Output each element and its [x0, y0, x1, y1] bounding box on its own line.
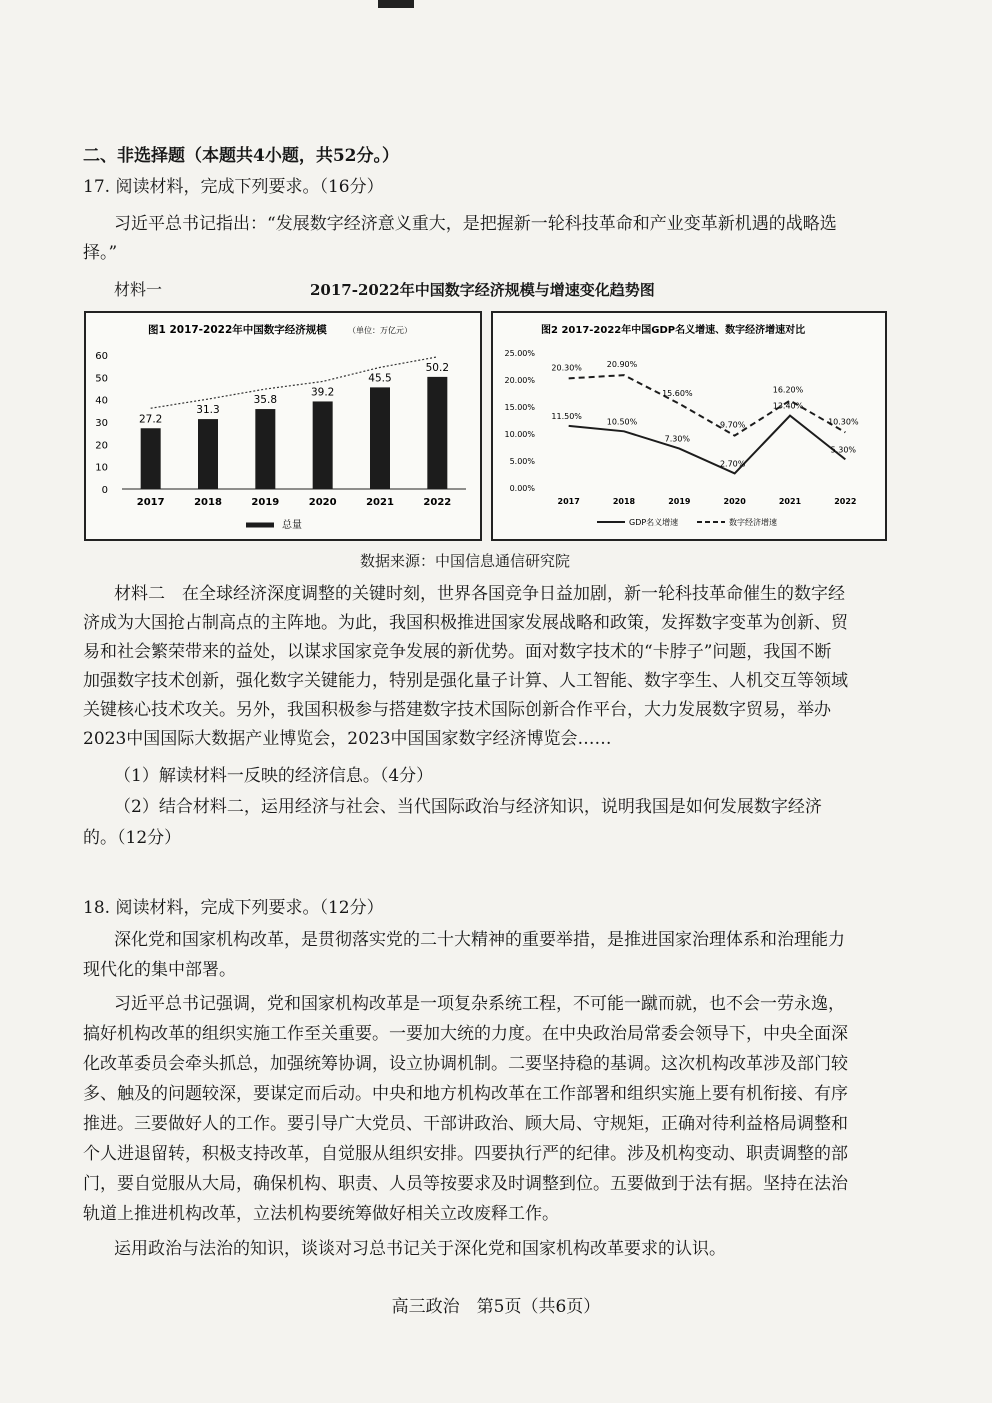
chart2-title: 图2 2017-2022年中国GDP名义增速、数字经济增速对比	[541, 325, 806, 336]
x-tick-label: 2019	[251, 497, 280, 508]
q18-line: 门，要自觉服从大局，确保机构、职责、人员等按要求及时调整到位。五要做到于法有据。坚持在法治	[83, 1174, 848, 1194]
q17-sub2-line2: 的。（12分）	[83, 828, 182, 848]
line-chart	[493, 313, 885, 539]
y-tick-label: 30	[95, 418, 108, 429]
y-tick-label: 40	[95, 395, 108, 407]
q18-line: 个人进退留转，积极支持改革，自觉服从组织安排。四要执行严的纪律。涉及机构变动、职责调整的部	[83, 1144, 848, 1164]
y-tick-label: 0.00%	[509, 484, 535, 493]
bar	[198, 419, 218, 489]
chart2-legend-digital: 数字经济增速	[729, 518, 777, 527]
data-label: 10.50%	[606, 417, 638, 427]
data-label: 16.20%	[772, 385, 804, 395]
bar-value-label: 35.8	[253, 394, 278, 407]
line-chart-panel	[491, 311, 887, 541]
chart2-legend-gdp: GDP名义增速	[629, 518, 679, 527]
material2-line: 关键核心技术攻关。另外，我国积极参与搭建数字技术国际创新合作平台，大力发展数字贸易，举办	[83, 700, 831, 720]
data-label: 15.60%	[662, 388, 693, 398]
bar	[427, 377, 447, 489]
x-tick-label: 2017	[136, 497, 165, 508]
x-tick-label: 2022	[423, 497, 452, 508]
y-tick-label: 10.00%	[504, 430, 535, 439]
q18-line: 搞好机构改革的组织实施工作至关重要。一要加大统的力度。在中央政治局常委会领导下，中央全面深	[83, 1024, 848, 1044]
y-tick-label: 10	[95, 462, 108, 474]
y-tick-label: 0	[101, 485, 108, 496]
bar-value-label: 31.3	[196, 404, 220, 417]
trend-line	[151, 357, 438, 408]
x-tick-label: 2021	[366, 497, 394, 508]
x-tick-label: 2022	[834, 497, 857, 506]
x-tick-label: 2019	[668, 497, 691, 506]
chart1-unit: （单位：万亿元）	[348, 326, 412, 335]
q17-title: 17. 阅读材料，完成下列要求。（16分）	[83, 177, 384, 197]
bar	[313, 401, 333, 489]
material2-line: 加强数字技术创新，强化数字关键能力，特别是强化量子计算、人工智能、数字孪生、人机交互等领域	[83, 671, 848, 691]
q18-line: 化改革委员会牵头抓总，加强统筹协调，设立协调机制。二要坚持稳的基调。这次机构改革涉及部门较	[83, 1054, 848, 1074]
data-source: 数据来源：中国信息通信研究院	[360, 552, 571, 570]
y-tick-label: 60	[95, 351, 108, 362]
q18-line: 轨道上推进机构改革，立法机构要统筹做好相关立改废释工作。	[83, 1204, 559, 1224]
bar-value-label: 50.2	[425, 361, 450, 374]
q17-sub1: （1）解读材料一反映的经济信息。（4分）	[114, 766, 434, 786]
q18-line: 现代化的集中部署。	[83, 960, 236, 980]
data-label: 9.70%	[719, 420, 746, 430]
x-tick-label: 2018	[194, 497, 222, 508]
data-label: 20.90%	[606, 360, 638, 370]
data-label: 11.50%	[551, 411, 582, 421]
y-tick-label: 25.00%	[504, 349, 535, 358]
material2-line: 易和社会繁荣带来的益处，以谋求国家竞争发展的新优势。面对数字技术的“卡脖子”问题，我国不断	[83, 642, 832, 662]
y-tick-label: 20.00%	[504, 376, 535, 385]
material2-line: 济成为大国抢占制高点的主阵地。为此，我国积极推进国家发展战略和政策，发挥数字变革为创新、贸	[83, 613, 848, 633]
q18-line: 深化党和国家机构改革，是贯彻落实党的二十大精神的重要举措，是推进国家治理体系和治理能力	[114, 930, 845, 950]
bar-chart	[86, 313, 480, 539]
scan-mark	[378, 0, 414, 8]
bar	[370, 387, 390, 489]
y-tick-label: 50	[95, 373, 108, 385]
x-tick-label: 2017	[557, 497, 580, 506]
data-label: 10.30%	[828, 417, 859, 427]
q18-question: 运用政治与法治的知识，谈谈对习总书记关于深化党和国家机构改革要求的认识。	[114, 1239, 726, 1259]
material1-title: 2017-2022年中国数字经济规模与增速变化趋势图	[310, 281, 655, 299]
chart1-legend-label: 总量	[282, 520, 302, 531]
page-footer: 高三政治 第5页（共6页）	[391, 1297, 601, 1317]
data-label: 5.30%	[830, 445, 857, 455]
q18-line: 多、触及的问题较深，要谋定而后动。中央和地方机构改革在工作部署和组织实施上要有机衔接、有序	[83, 1084, 848, 1104]
q18-line: 推进。三要做好人的工作。要引导广大党员、干部讲政治、顾大局、守规矩，正确对待利益格局调整和	[83, 1114, 848, 1134]
bar-chart-panel	[84, 311, 482, 541]
q17-quote-line1: 习近平总书记指出：“发展数字经济意义重大，是把握新一轮科技革命和产业变革新机遇的战略选	[114, 214, 837, 234]
y-tick-label: 15.00%	[504, 403, 535, 412]
bar	[255, 409, 275, 489]
data-label: 2.70%	[719, 459, 746, 469]
material1-label: 材料一	[114, 280, 163, 299]
q18-line: 习近平总书记强调，党和国家机构改革是一项复杂系统工程，不可能一蹴而就，也不会一劳永逸，	[114, 994, 845, 1014]
data-label: 20.30%	[551, 363, 582, 373]
q17-sub2-line1: （2）结合材料二，运用经济与社会、当代国际政治与经济知识，说明我国是如何发展数字经济	[114, 797, 822, 817]
data-label: 13.40%	[772, 401, 804, 411]
x-tick-label: 2020	[308, 497, 337, 508]
data-label: 7.30%	[664, 434, 691, 444]
material2-line: 材料二 在全球经济深度调整的关键时刻，世界各国竞争日益加剧，新一轮科技革命催生的数字经	[114, 584, 845, 604]
section-heading: 二、非选择题（本题共4小题，共52分。）	[83, 146, 399, 166]
q18-title: 18. 阅读材料，完成下列要求。（12分）	[83, 898, 384, 918]
bar-value-label: 45.5	[368, 372, 392, 385]
bar-value-label: 39.2	[310, 386, 335, 399]
chart1-title: 图1 2017-2022年中国数字经济规模	[148, 324, 327, 336]
bar-value-label: 27.2	[138, 413, 163, 426]
x-tick-label: 2020	[723, 497, 746, 506]
x-tick-label: 2018	[612, 497, 636, 506]
bar	[141, 428, 161, 489]
material2-line: 2023中国国际大数据产业博览会，2023中国国家数字经济博览会……	[83, 729, 612, 749]
q17-quote-line2: 择。”	[83, 243, 118, 263]
y-tick-label: 20	[95, 440, 108, 452]
y-tick-label: 5.00%	[509, 457, 535, 466]
x-tick-label: 2021	[778, 497, 802, 506]
